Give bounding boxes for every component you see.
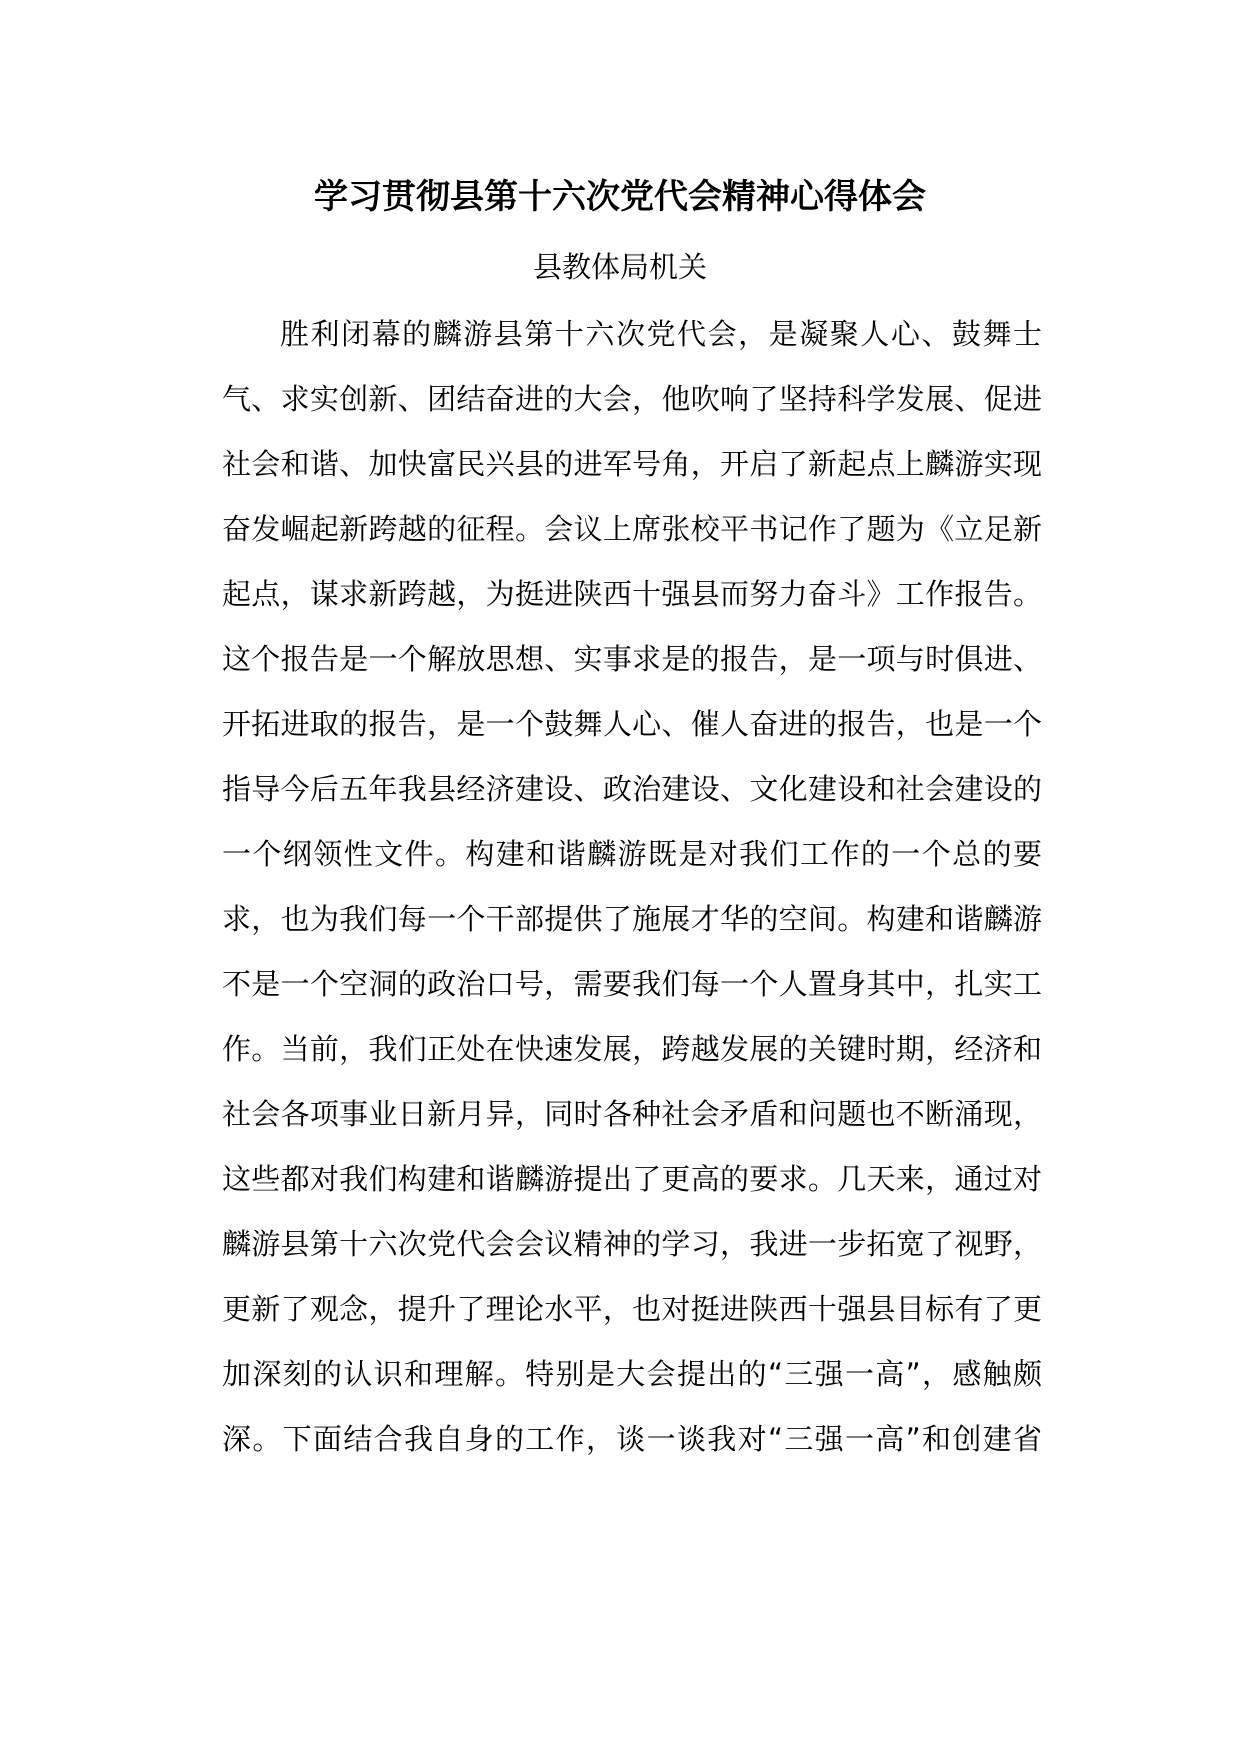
paragraph-line: 社会各项事业日新月异，同时各种社会矛盾和问题也不断涌现， — [222, 1097, 1042, 1131]
paragraph-line: 这个报告是一个解放思想、实事求是的报告，是一项与时俱进、 — [222, 642, 1042, 676]
paragraph-line: 指导今后五年我县经济建设、政治建设、文化建设和社会建设的 — [222, 772, 1042, 806]
paragraph-line: 开拓进取的报告，是一个鼓舞人心、催人奋进的报告，也是一个 — [222, 707, 1042, 741]
document-author: 县教体局机关 — [532, 250, 707, 284]
paragraph-line: 麟游县第十六次党代会会议精神的学习，我进一步拓宽了视野， — [222, 1227, 1042, 1261]
paragraph-line: 胜利闭幕的麟游县第十六次党代会，是凝聚人心、鼓舞士 — [280, 317, 1042, 351]
paragraph-line: 更新了观念，提升了理论水平，也对挺进陕西十强县目标有了更 — [222, 1292, 1042, 1326]
document-body — [222, 310, 1042, 1480]
paragraph-line: 起点，谋求新跨越，为挺进陕西十强县而努力奋斗》工作报告。 — [222, 577, 1042, 611]
paragraph-line: 奋发崛起新跨越的征程。会议上席张校平书记作了题为《立足新 — [222, 512, 1042, 546]
paragraph-line: 求，也为我们每一个干部提供了施展才华的空间。构建和谐麟游 — [222, 902, 1042, 936]
paragraph-line: 深。下面结合我自身的工作，谈一谈我对“三强一高”和创建省 — [222, 1422, 1042, 1456]
paragraph-line: 这些都对我们构建和谐麟游提出了更高的要求。几天来，通过对 — [222, 1162, 1042, 1196]
paragraph-line: 加深刻的认识和理解。特别是大会提出的“三强一高”，感触颇 — [222, 1357, 1042, 1391]
paragraph-line: 不是一个空洞的政治口号，需要我们每一个人置身其中，扎实工 — [222, 967, 1042, 1001]
paragraph-line: 一个纲领性文件。构建和谐麟游既是对我们工作的一个总的要 — [222, 837, 1042, 871]
paragraph-line: 社会和谐、加快富民兴县的进军号角，开启了新起点上麟游实现 — [222, 447, 1042, 481]
paragraph-line: 气、求实创新、团结奋进的大会，他吹响了坚持科学发展、促进 — [222, 382, 1042, 416]
paragraph-line: 作。当前，我们正处在快速发展，跨越发展的关键时期，经济和 — [222, 1032, 1042, 1066]
document-title: 学习贯彻县第十六次党代会精神心得体会 — [314, 177, 926, 217]
